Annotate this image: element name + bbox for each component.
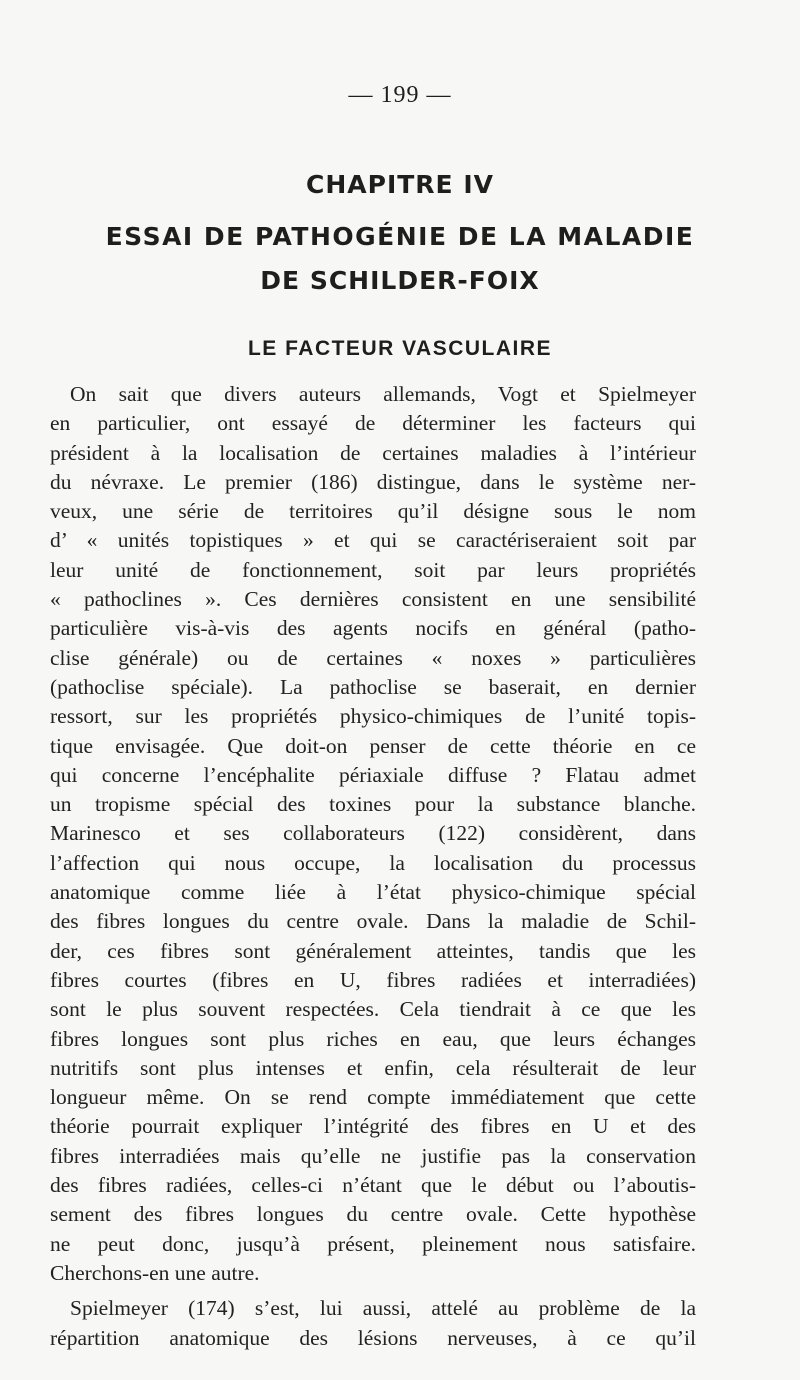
body-text — [50, 380, 696, 1353]
text-line: On sait que divers auteurs allemands, Vogt et Spielmeyer — [70, 382, 696, 406]
paragraph-2 — [50, 1294, 696, 1353]
chapter-title-line-1: ESSAI DE PATHOGÉNIE DE LA MALADIE — [105, 222, 695, 251]
text-line: nutritifs sont plus intenses et enfin, cela résulterait de leur — [50, 1055, 696, 1080]
text-line: longueur même. On se rend compte immédiatement que cette — [50, 1085, 696, 1110]
text-line: veux, une série de territoires qu’il désigne sous le nom — [50, 499, 696, 524]
text-line: d’ « unités topistiques » et qui se caractériseraient soit par — [50, 528, 696, 553]
text-line: der, ces fibres sont généralement atteintes, tandis que les — [50, 938, 696, 963]
text-line: théorie pourrait expliquer l’intégrité des fibres en U et des — [50, 1114, 696, 1139]
text-line: « pathoclines ». Ces dernières consistent en une sensibilité — [50, 587, 696, 612]
paragraph-1 — [50, 380, 696, 1288]
text-line: ressort, sur les propriétés physico-chimiques de l’unité topis- — [50, 704, 696, 729]
text-line: fibres longues sont plus riches en eau, que leurs échanges — [50, 1026, 696, 1051]
text-line: l’affection qui nous occupe, la localisation du processus — [50, 850, 696, 875]
text-line: répartition anatomique des lésions nerveuses, à ce qu’il — [50, 1325, 696, 1350]
text-line: fibres courtes (fibres en U, fibres radiées et interradiées) — [50, 967, 696, 992]
text-line: un tropisme spécial des toxines pour la substance blanche. — [50, 792, 696, 817]
text-line: tique envisagée. Que doit-on penser de cette théorie en ce — [50, 733, 696, 758]
page-number: — 199 — — [348, 82, 452, 108]
text-line: clise générale) ou de certaines « noxes » particulières — [50, 645, 696, 670]
text-line: Spielmeyer (174) s’est, lui aussi, attelé au problème de la — [70, 1296, 696, 1321]
text-line: Cherchons-en une autre. — [50, 1260, 260, 1285]
text-line: du névraxe. Le premier (186) distingue, dans le système ner- — [50, 469, 696, 494]
text-line: leur unité de fonctionnement, soit par leurs propriétés — [50, 557, 696, 582]
text-line: (pathoclise spéciale). La pathoclise se baserait, en dernier — [50, 674, 696, 699]
text-line: sement des fibres longues du centre ovale. Cette hypothèse — [50, 1202, 696, 1227]
text-line: particulière vis-à-vis des agents nocifs en général (patho- — [50, 616, 696, 641]
text-line: fibres interradiées mais qu’elle ne justifie pas la conservation — [50, 1143, 696, 1168]
chapter-heading: CHAPITRE IV — [306, 170, 494, 199]
text-line: en particulier, ont essayé de déterminer les facteurs qui — [50, 411, 696, 436]
text-line: président à la localisation de certaines maladies à l’intérieur — [50, 440, 696, 465]
text-line: Marinesco et ses collaborateurs (122) considèrent, dans — [50, 821, 696, 846]
text-line: anatomique comme liée à l’état physico-chimique spécial — [50, 880, 696, 905]
text-line: des fibres radiées, celles-ci n’étant que le début ou l’aboutis- — [50, 1173, 696, 1198]
text-line: ne peut donc, jusqu’à présent, pleinement nous satisfaire. — [50, 1231, 696, 1256]
text-line: qui concerne l’encéphalite périaxiale diffuse ? Flatau admet — [50, 762, 696, 787]
text-line: des fibres longues du centre ovale. Dans la maladie de Schil- — [50, 909, 696, 934]
text-line: sont le plus souvent respectées. Cela tiendrait à ce que les — [50, 997, 696, 1022]
section-title: LE FACTEUR VASCULAIRE — [247, 337, 553, 360]
chapter-title-line-2: DE SCHILDER-FOIX — [260, 266, 540, 295]
